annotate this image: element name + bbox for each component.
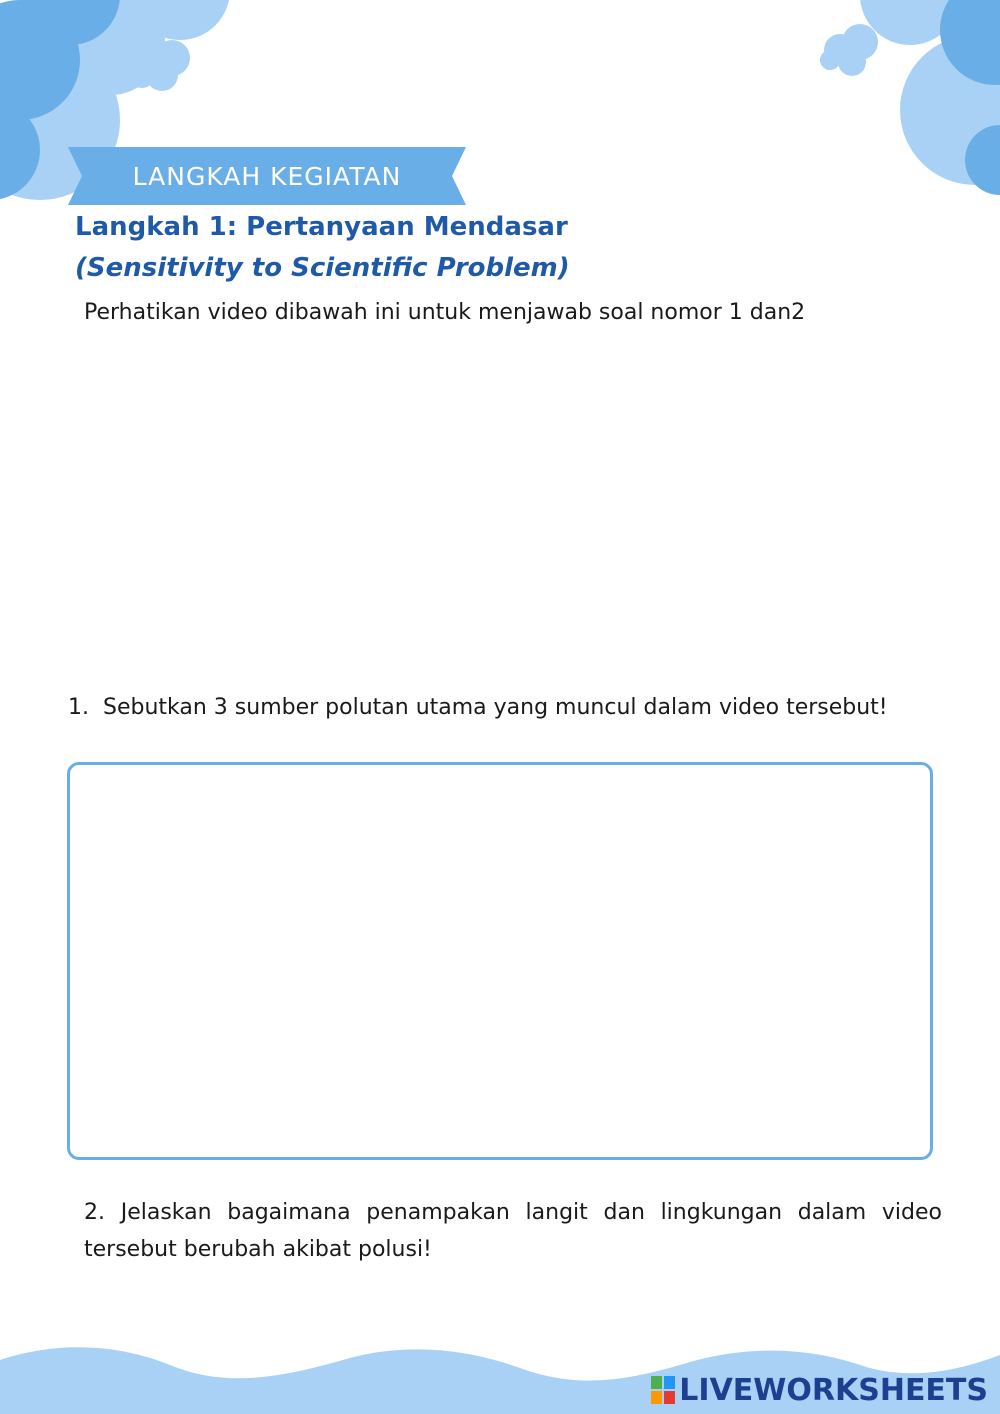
question-1 xyxy=(68,695,888,720)
step-title: Langkah 1: Pertanyaan Mendasar xyxy=(75,212,568,242)
question-1-number: 1. xyxy=(68,695,89,720)
answer-box-question-1[interactable] xyxy=(67,762,933,1160)
instruction-text: Perhatikan video dibawah ini untuk menjawab soal nomor 1 dan2 xyxy=(84,300,806,325)
question-2-text: Jelaskan bagaimana penampakan langit dan lingkungan dalam video tersebut berubah akibat polusi! xyxy=(84,1200,942,1262)
liveworksheets-logo-icon xyxy=(651,1376,675,1404)
video-embed-area[interactable] xyxy=(70,350,930,670)
question-1-text: Sebutkan 3 sumber polutan utama yang muncul dalam video tersebut! xyxy=(103,695,888,720)
step-subtitle: (Sensitivity to Scientific Problem) xyxy=(75,253,570,283)
question-2-number: 2. xyxy=(84,1200,105,1225)
liveworksheets-logo xyxy=(651,1372,988,1408)
cloud-decoration-top-right xyxy=(800,0,1000,200)
liveworksheets-logo-text: LIVEWORKSHEETS xyxy=(679,1372,988,1408)
question-2 xyxy=(84,1194,942,1268)
section-banner-label: LANGKAH KEGIATAN xyxy=(132,161,402,191)
